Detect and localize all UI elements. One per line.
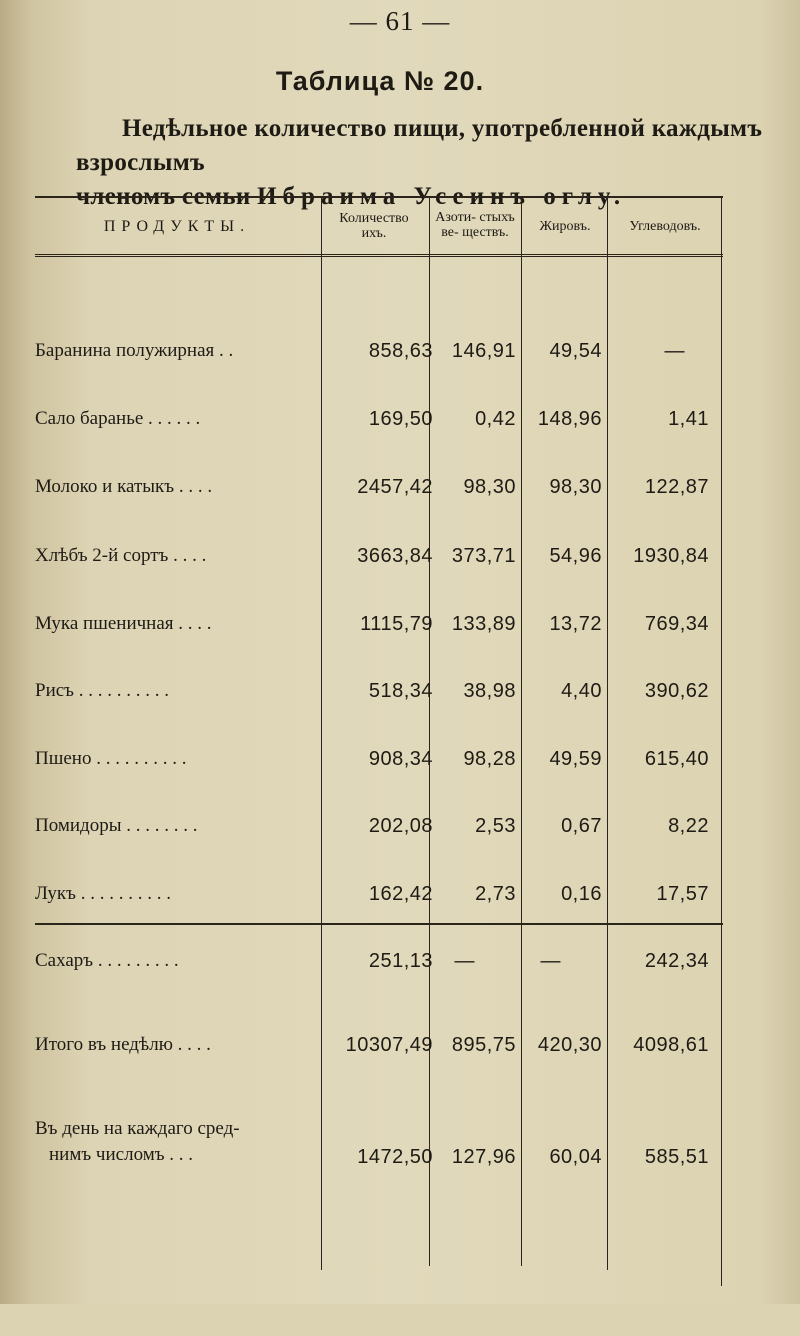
carbs-value: 390,62: [644, 680, 709, 702]
fat-value: 49,54: [549, 340, 602, 362]
table-row: [35, 815, 723, 855]
quantity-value: 3663,84: [357, 545, 433, 567]
per-day-quantity: 1472,50: [357, 1146, 433, 1168]
table-row: [35, 476, 723, 516]
carbs-value: 8,22: [668, 815, 709, 837]
total-fat: 420,30: [537, 1034, 602, 1056]
carbs-value: 122,87: [644, 476, 709, 498]
nitrogen-value: 98,30: [463, 476, 516, 498]
header-nitrogen: Азоти- стыхъ ве- ществъ.: [435, 210, 515, 240]
nitrogen-value: 133,89: [451, 613, 516, 635]
carbs-value: 1,41: [668, 408, 709, 430]
carbs-value: 769,34: [644, 613, 709, 635]
per-day-label-line-1: Въ день на каждаго сред-: [35, 1118, 240, 1139]
per-day-carbs: 585,51: [644, 1146, 709, 1168]
product-name: Сахаръ . . . . . . . . .: [35, 950, 179, 971]
total-label: Итого въ недѣлю . . . .: [35, 1034, 211, 1055]
quantity-value: 518,34: [368, 680, 433, 702]
nitrogen-value: —: [454, 950, 475, 972]
page-number: — 61 —: [349, 6, 451, 36]
total-nitrogen: 895,75: [451, 1034, 516, 1056]
quantity-value: 1115,79: [360, 613, 433, 635]
fat-value: 4,40: [561, 680, 602, 702]
nitrogen-value: 98,28: [463, 748, 516, 770]
caption-line-1: Недѣльное количество пищи, употребленной каждымъ взрослымъ: [76, 115, 763, 176]
nitrogen-value: 2,73: [475, 883, 516, 905]
total-carbs: 4098,61: [633, 1034, 709, 1056]
caption-prefix: членомъ семьи: [76, 183, 258, 210]
per-day-label: [35, 1116, 240, 1168]
nitrogen-value: 146,91: [451, 340, 516, 362]
total-rule: [35, 923, 723, 925]
product-name: Баранина полужирная . .: [35, 340, 234, 361]
table-top-rule: [35, 196, 723, 198]
carbs-value: —: [664, 340, 685, 362]
total-row: [35, 1034, 723, 1074]
nutrition-table: [35, 196, 723, 1336]
quantity-value: 162,42: [368, 883, 433, 905]
table-row: [35, 748, 723, 788]
fat-value: 13,72: [549, 613, 602, 635]
product-name: Рисъ . . . . . . . . . .: [35, 680, 169, 701]
product-name: Помидоры . . . . . . . .: [35, 815, 198, 836]
quantity-value: 908,34: [368, 748, 433, 770]
product-name: Лукъ . . . . . . . . . .: [35, 883, 171, 904]
table-row: [35, 545, 723, 585]
nitrogen-value: 0,42: [475, 408, 516, 430]
header-products: ПРОДУКТЫ.: [103, 217, 251, 235]
carbs-value: 242,34: [644, 950, 709, 972]
per-day-label-line-2: нимъ числомъ . . .: [49, 1144, 194, 1165]
header-carbs: Углеводовъ.: [629, 218, 701, 234]
carbs-value: 17,57: [656, 883, 709, 905]
fat-value: 98,30: [549, 476, 602, 498]
nitrogen-value: 38,98: [463, 680, 516, 702]
per-day-nitrogen: 127,96: [451, 1146, 516, 1168]
table-row: [35, 340, 723, 380]
caption-person-name: Ибраима Усеинъ оглу.: [257, 183, 627, 210]
quantity-value: 251,13: [368, 950, 433, 972]
fat-value: 148,96: [537, 408, 602, 430]
quantity-value: 858,63: [368, 340, 433, 362]
product-name: Мука пшеничная . . . .: [35, 613, 212, 634]
product-name: Пшено . . . . . . . . . .: [35, 748, 187, 769]
table-row: [35, 883, 723, 923]
nitrogen-value: 2,53: [475, 815, 516, 837]
header-fat: Жировъ.: [539, 218, 591, 234]
product-name: Хлѣбъ 2-й сортъ . . . .: [35, 545, 207, 566]
table-row: [35, 950, 723, 990]
fat-value: 54,96: [549, 545, 602, 567]
header-bottom-rule: [35, 254, 723, 257]
carbs-value: 615,40: [644, 748, 709, 770]
header-quantity: Количество ихъ.: [339, 211, 409, 241]
product-name: Сало баранье . . . . . .: [35, 408, 201, 429]
quantity-value: 2457,42: [357, 476, 433, 498]
per-day-fat: 60,04: [549, 1146, 602, 1168]
table-row: [35, 680, 723, 720]
table-row: [35, 408, 723, 448]
carbs-value: 1930,84: [633, 545, 709, 567]
fat-value: 0,16: [561, 883, 602, 905]
table-row: [35, 613, 723, 653]
table-title: Таблица № 20.: [275, 66, 485, 96]
total-quantity: 10307,49: [345, 1034, 433, 1056]
per-day-row: [35, 1116, 723, 1186]
quantity-value: 202,08: [368, 815, 433, 837]
nitrogen-value: 373,71: [451, 545, 516, 567]
quantity-value: 169,50: [368, 408, 433, 430]
fat-value: 0,67: [561, 815, 602, 837]
product-name: Молоко и катыкъ . . . .: [35, 476, 213, 497]
fat-value: 49,59: [549, 748, 602, 770]
fat-value: —: [540, 950, 561, 972]
